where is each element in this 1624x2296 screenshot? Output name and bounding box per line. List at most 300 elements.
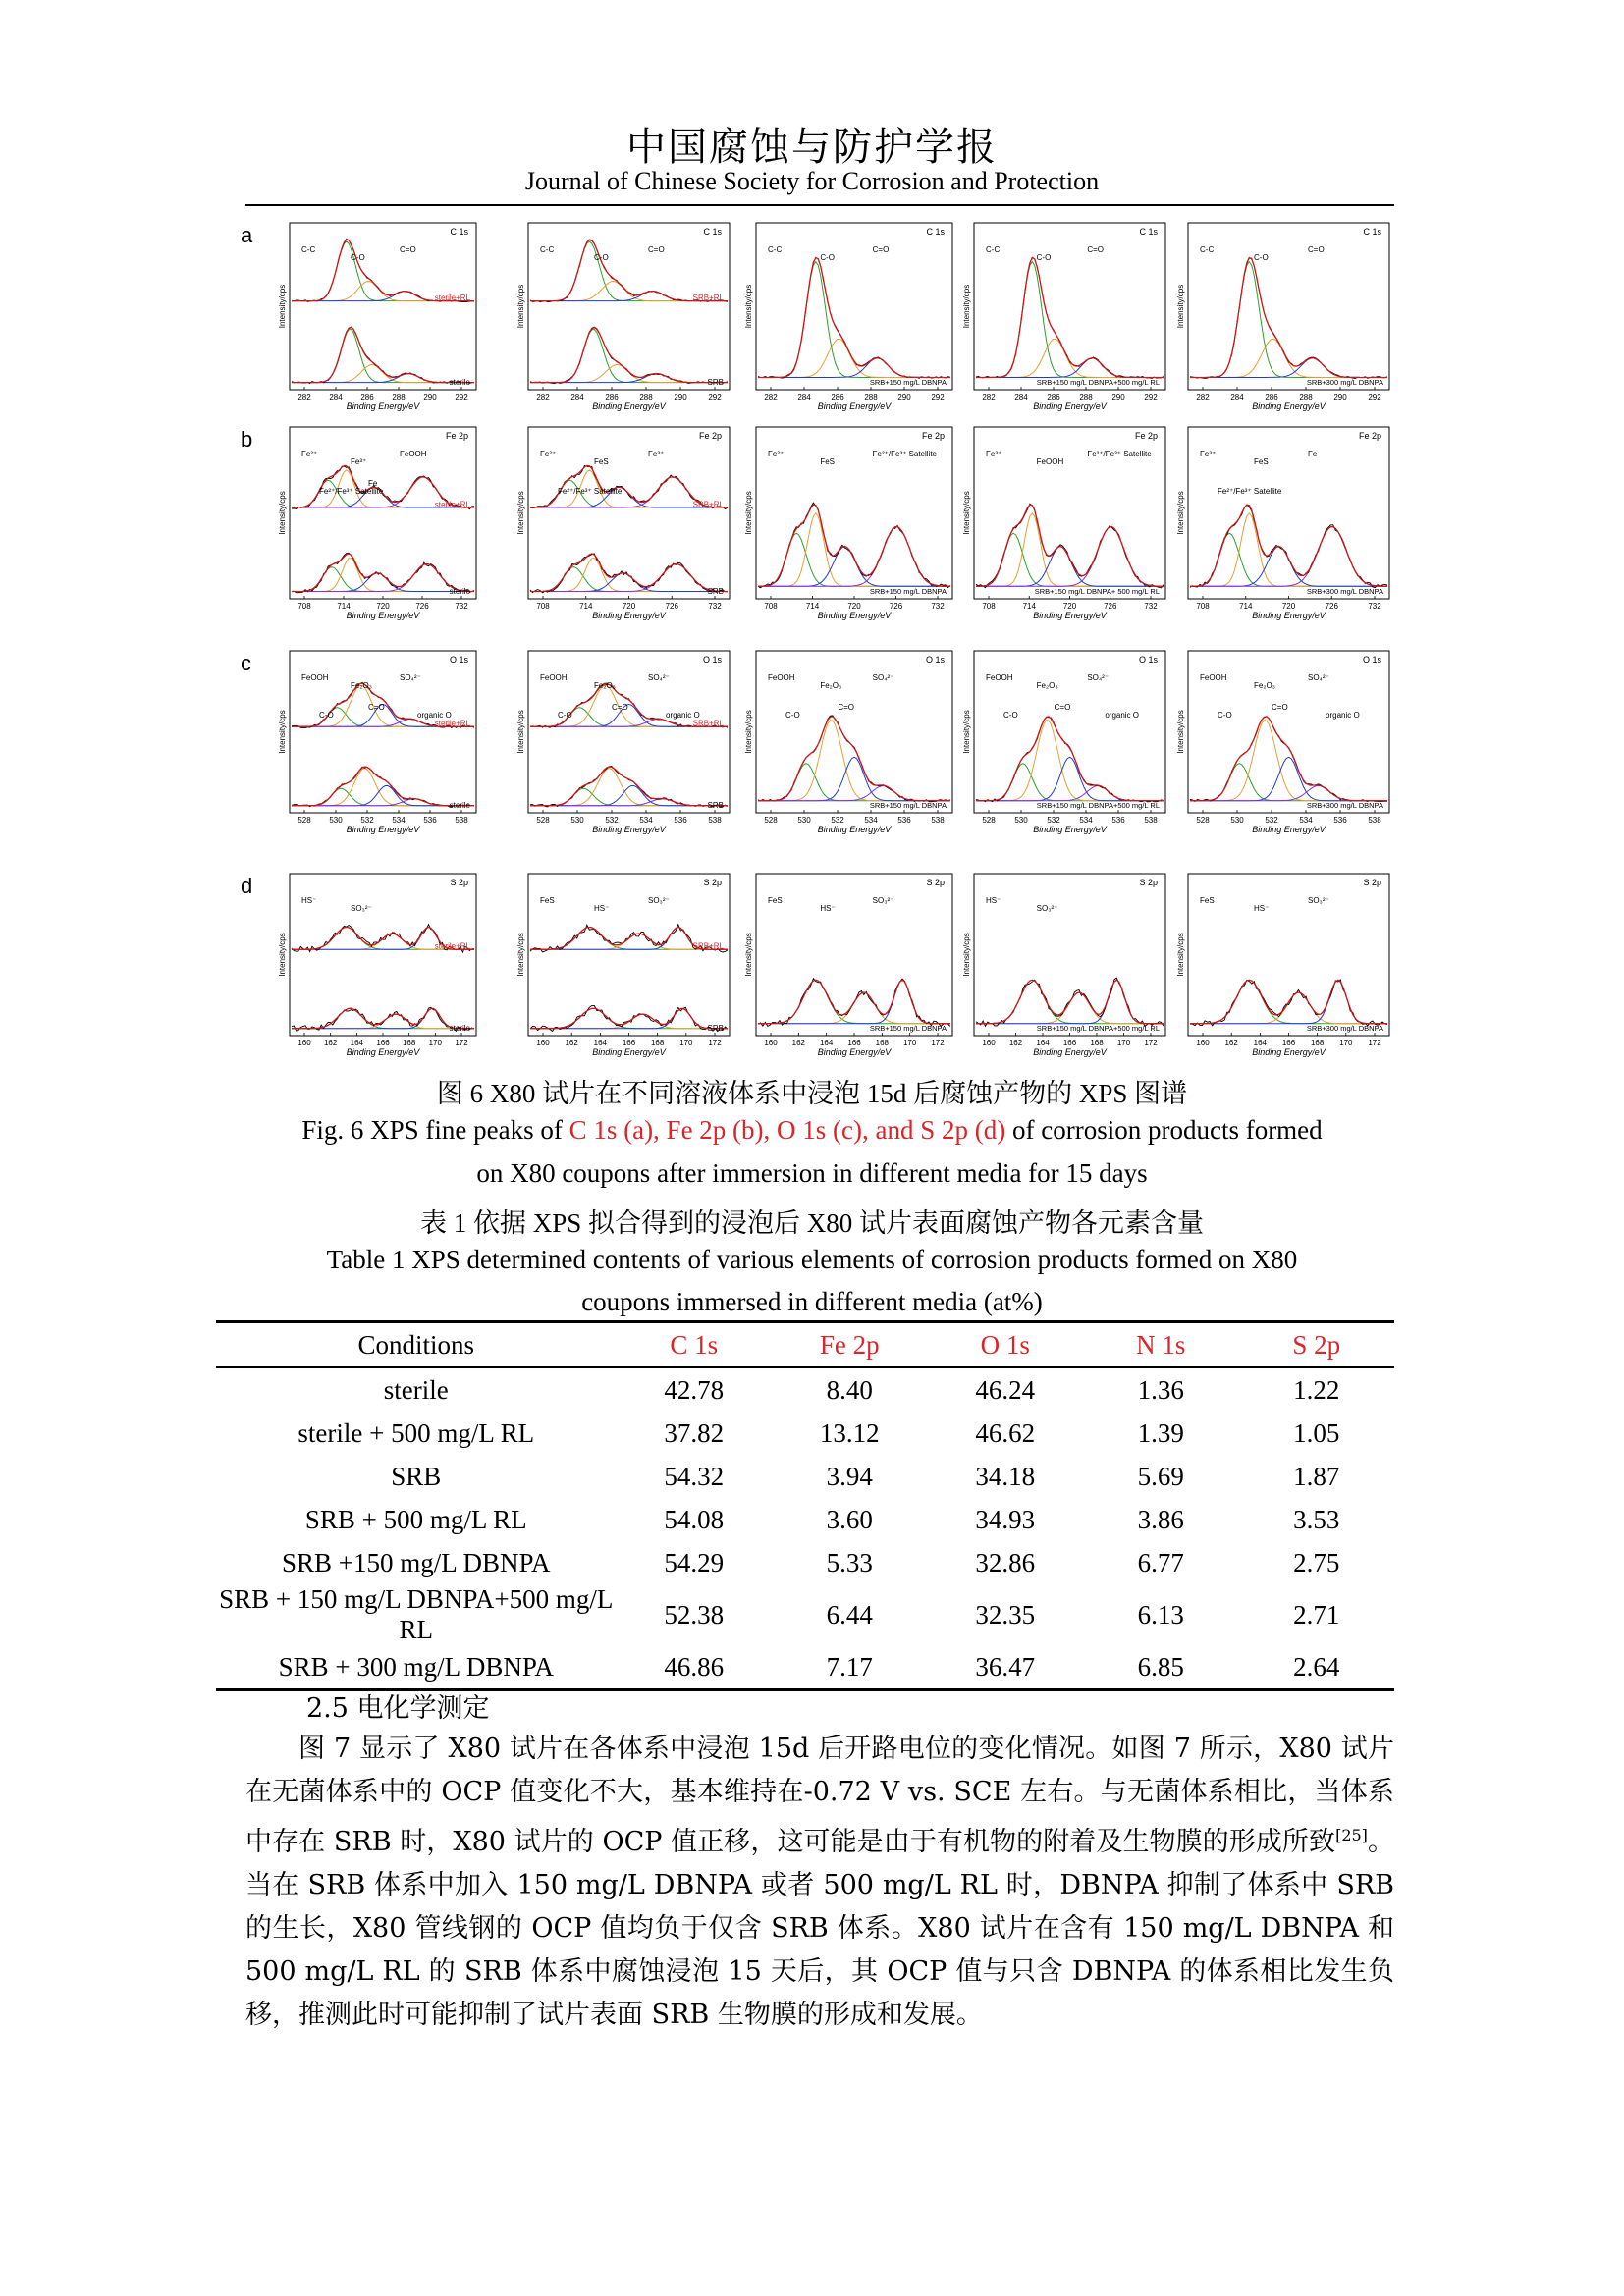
component-peak (292, 567, 474, 592)
fit-envelope (292, 767, 474, 806)
peak-label: C-C (301, 245, 316, 254)
peak-label: Fe³⁺ (648, 450, 665, 458)
x-tick-label: 528 (1196, 816, 1210, 825)
peak-label: FeS (768, 896, 783, 905)
raw-spectrum (530, 328, 728, 384)
x-tick-label: 538 (1368, 816, 1381, 825)
peak-label: FeOOH (540, 673, 568, 682)
peak-label: C=O (1308, 245, 1325, 254)
journal-title-cn: 中国腐蚀与防护学报 (626, 125, 998, 170)
x-tick-label: 532 (1047, 816, 1060, 825)
peak-label: Fe²⁺/Fe³⁺ Satellite (558, 487, 623, 496)
table-row (216, 1498, 1394, 1541)
fit-envelope (758, 717, 950, 801)
value-cell: 6.85 (1137, 1651, 1184, 1682)
element-label: O 1s (925, 655, 945, 665)
x-tick-label: 732 (931, 602, 945, 611)
x-tick-label: 726 (1104, 602, 1117, 611)
condition-label: sterile (449, 378, 470, 387)
peak-label: SO₃²⁻ (351, 904, 372, 913)
element-label: S 2p (450, 878, 468, 887)
x-tick-label: 708 (764, 602, 778, 611)
peak-label: SO₄²⁻ (400, 673, 421, 682)
x-tick-label: 536 (423, 816, 437, 825)
raw-spectrum (530, 554, 728, 593)
x-tick-label: 160 (982, 1039, 996, 1047)
value-cell: 1.22 (1293, 1374, 1340, 1405)
component-peak (292, 365, 474, 383)
x-tick-label: 726 (415, 602, 429, 611)
x-tick-label: 536 (1333, 816, 1347, 825)
element-label: Fe 2p (698, 431, 722, 441)
condition-cell: sterile (383, 1374, 449, 1405)
figure-caption-en-part2: of corrosion products formed (1005, 1115, 1323, 1145)
x-tick-label: 714 (579, 602, 593, 611)
value-cell: 52.38 (664, 1599, 725, 1629)
peak-label: SO₄²⁻ (1087, 673, 1110, 682)
condition-label: SRB+RL (692, 719, 724, 728)
table-header: S 2p (1292, 1329, 1341, 1360)
condition-label: SRB+300 mg/L DBNPA (1306, 587, 1383, 596)
x-tick-label: 170 (902, 1039, 917, 1047)
x-axis-label: Binding Energy/eV (1033, 825, 1107, 834)
y-axis-label: Intensity/cps (744, 933, 753, 977)
peak-label: Fe²⁺ (768, 450, 785, 458)
value-cell: 37.82 (664, 1417, 725, 1448)
peak-label: C=O (648, 245, 665, 254)
x-tick-label: 290 (423, 393, 437, 401)
value-cell: 54.29 (664, 1547, 725, 1577)
x-tick-label: 530 (797, 816, 811, 825)
y-axis-label: Intensity/cps (278, 491, 287, 535)
value-cell: 2.64 (1293, 1651, 1340, 1682)
value-cell: 3.60 (826, 1504, 873, 1534)
x-tick-label: 708 (536, 602, 550, 611)
component-peak (1190, 527, 1387, 587)
x-tick-label: 164 (1036, 1039, 1050, 1047)
element-label: Fe 2p (1134, 431, 1158, 441)
x-tick-label: 534 (1079, 816, 1093, 825)
component-peak (976, 721, 1164, 801)
fit-envelope (976, 505, 1164, 586)
peak-label: Fe²⁺/Fe³⁺ Satellite (872, 450, 938, 458)
component-peak (530, 567, 728, 592)
peak-label: FeS (1200, 896, 1215, 905)
x-axis-label: Binding Energy/eV (1252, 825, 1326, 834)
peak-label: FeS (540, 896, 555, 905)
element-label: S 2p (926, 878, 945, 887)
value-cell: 42.78 (664, 1374, 725, 1405)
condition-label: SRB+150 mg/L DBNPA+500 mg/L RL (1036, 378, 1160, 387)
peak-label: C-O (1254, 253, 1269, 262)
component-peak (976, 786, 1164, 801)
peak-label: organic O (1326, 711, 1360, 720)
fit-envelope (758, 980, 950, 1023)
x-tick-label: 168 (1310, 1039, 1325, 1047)
row-label: b (241, 427, 253, 452)
table-header-row (216, 1322, 1394, 1368)
x-tick-label: 164 (819, 1039, 834, 1047)
y-axis-label: Intensity/cps (278, 284, 287, 329)
x-tick-label: 530 (1230, 816, 1244, 825)
figure-caption-en-line2: on X80 coupons after immersion in different media for 15 days (476, 1158, 1148, 1188)
x-tick-label: 732 (1368, 602, 1381, 611)
x-tick-label: 292 (455, 393, 468, 401)
value-cell: 36.47 (975, 1651, 1036, 1682)
table-row (216, 1645, 1394, 1690)
x-tick-label: 534 (392, 816, 406, 825)
fit-envelope (1190, 258, 1387, 378)
component-peak (292, 374, 474, 383)
value-cell: 2.71 (1293, 1599, 1340, 1629)
x-tick-label: 532 (605, 816, 619, 825)
peak-label: SO₃²⁻ (648, 896, 670, 905)
component-peak (530, 785, 728, 805)
x-tick-label: 160 (536, 1039, 550, 1047)
panel-frame (756, 223, 952, 390)
y-axis-label: Intensity/cps (516, 491, 525, 535)
peak-label: HS⁻ (301, 896, 317, 905)
x-axis-label: Binding Energy/eV (346, 1047, 420, 1057)
y-axis-label: Intensity/cps (744, 710, 753, 754)
condition-label: sterile (449, 587, 470, 596)
value-cell: 1.87 (1293, 1461, 1340, 1491)
value-cell: 5.33 (826, 1547, 873, 1577)
row-label: c (241, 651, 251, 675)
peak-label: SO₃²⁻ (1308, 896, 1329, 905)
raw-spectrum (1190, 717, 1387, 802)
table-caption-en-line2: coupons immersed in different media (at%) (581, 1287, 1043, 1316)
table-header: N 1s (1136, 1329, 1186, 1360)
condition-cell: SRB +150 mg/L DBNPA (282, 1547, 551, 1577)
x-tick-label: 286 (1265, 393, 1278, 401)
element-label: S 2p (1363, 878, 1381, 887)
panel-frame (528, 427, 730, 599)
x-tick-label: 162 (1008, 1039, 1023, 1047)
x-tick-label: 286 (1047, 393, 1060, 401)
x-tick-label: 164 (593, 1039, 608, 1047)
value-cell: 7.17 (826, 1651, 873, 1682)
component-peak (758, 339, 950, 377)
raw-spectrum (530, 767, 728, 807)
panel-frame (1188, 223, 1389, 390)
element-label: O 1s (449, 655, 468, 665)
table-row (216, 1455, 1394, 1498)
condition-label: SRB+150 mg/L DBNPA+500 mg/L RL (1036, 801, 1160, 810)
x-tick-label: 162 (1224, 1039, 1238, 1047)
value-cell: 5.69 (1137, 1461, 1184, 1491)
x-tick-label: 528 (298, 816, 311, 825)
value-cell: 46.62 (975, 1417, 1036, 1448)
x-tick-label: 288 (392, 393, 406, 401)
x-tick-label: 292 (1144, 393, 1158, 401)
x-axis-label: Binding Energy/eV (1252, 1047, 1326, 1057)
peak-label: HS⁻ (594, 904, 610, 913)
condition-label: SRB+300 mg/L DBNPA (1306, 378, 1383, 387)
condition-label: sterile+RL (434, 294, 470, 302)
x-tick-label: 166 (1281, 1039, 1296, 1047)
y-axis-label: Intensity/cps (1176, 933, 1185, 977)
peak-label: SO₃²⁻ (872, 896, 894, 905)
x-tick-label: 538 (708, 816, 722, 825)
x-tick-label: 168 (875, 1039, 890, 1047)
x-tick-label: 528 (982, 816, 996, 825)
peak-label: Fe₂O₃ (1254, 681, 1275, 690)
condition-label: SRB+150 mg/L DBNPA+500 mg/L RL (1036, 1024, 1160, 1033)
x-tick-label: 166 (622, 1039, 636, 1047)
x-tick-label: 172 (1368, 1039, 1381, 1047)
peak-label: FeOOH (986, 673, 1013, 682)
y-axis-label: Intensity/cps (516, 284, 525, 329)
element-label: C 1s (450, 227, 468, 237)
x-tick-label: 282 (298, 393, 311, 401)
table-row (216, 1541, 1394, 1584)
table-header: C 1s (670, 1329, 719, 1360)
x-axis-label: Binding Energy/eV (1252, 611, 1326, 620)
figure-caption-en-part1: Fig. 6 XPS fine peaks of (301, 1115, 569, 1145)
x-axis-label: Binding Energy/eV (1252, 401, 1326, 411)
x-tick-label: 732 (708, 602, 722, 611)
x-axis-label: Binding Energy/eV (346, 825, 420, 834)
peak-label: C=O (1087, 245, 1105, 254)
x-axis-label: Binding Energy/eV (592, 825, 666, 834)
element-label: C 1s (926, 227, 945, 237)
x-tick-label: 534 (1299, 816, 1313, 825)
panel-frame (974, 223, 1165, 390)
component-peak (758, 786, 950, 801)
y-axis-label: Intensity/cps (1176, 491, 1185, 535)
component-peak (530, 365, 728, 383)
x-tick-label: 708 (1196, 602, 1210, 611)
x-tick-label: 172 (708, 1039, 722, 1047)
figure-caption-en (0, 1115, 1624, 1146)
x-tick-label: 714 (1239, 602, 1253, 611)
panel-frame (756, 874, 952, 1036)
condition-label: SRB+150 mg/L DBNPA+ 500 mg/L RL (1034, 587, 1160, 596)
peak-label: Fe²⁺ (301, 450, 318, 458)
x-tick-label: 530 (1014, 816, 1028, 825)
x-tick-label: 538 (1144, 816, 1158, 825)
component-peak (976, 527, 1164, 587)
table-row (216, 1584, 1394, 1645)
value-cell: 3.53 (1293, 1504, 1340, 1534)
peak-label: C-C (1200, 245, 1215, 254)
x-axis-label: Binding Energy/eV (817, 1047, 892, 1057)
peak-label: C=O (1054, 703, 1071, 712)
x-tick-label: 168 (1090, 1039, 1104, 1047)
x-tick-label: 292 (708, 393, 722, 401)
fit-envelope (1190, 717, 1387, 801)
table-header: O 1s (980, 1329, 1030, 1360)
peak-label: FeS (1254, 457, 1269, 466)
component-peak (758, 721, 950, 801)
element-label: S 2p (1139, 878, 1158, 887)
peak-label: organic O (666, 711, 700, 720)
peak-label: C-C (768, 245, 783, 254)
fit-envelope (530, 767, 728, 806)
x-tick-label: 168 (402, 1039, 416, 1047)
condition-label: SRB+RL (692, 500, 724, 509)
x-tick-label: 720 (1062, 602, 1077, 611)
fit-envelope (530, 1008, 728, 1028)
condition-label: SRB+RL (692, 941, 724, 951)
peak-label: Fe²⁺/Fe³⁺ Satellite (319, 487, 384, 496)
condition-cell: SRB + 300 mg/L DBNPA (278, 1651, 554, 1682)
peak-label: FeOOH (768, 673, 795, 682)
component-peak (976, 757, 1164, 800)
peak-label: C-O (558, 711, 572, 720)
header-divider (245, 204, 1394, 206)
x-tick-label: 288 (1299, 393, 1313, 401)
row-label: d (241, 874, 253, 898)
x-tick-label: 288 (1079, 393, 1093, 401)
x-tick-label: 284 (797, 393, 811, 401)
raw-spectrum (976, 718, 1164, 802)
x-tick-label: 720 (376, 602, 390, 611)
value-cell: 32.86 (975, 1547, 1036, 1577)
fit-envelope (530, 240, 728, 301)
x-tick-label: 538 (455, 816, 468, 825)
table-header: Fe 2p (819, 1329, 880, 1360)
peak-label: Fe²⁺/Fe³⁺ Satellite (1087, 450, 1152, 458)
peak-label: Fe³⁺ (1200, 450, 1217, 458)
element-label: S 2p (703, 878, 722, 887)
x-tick-label: 288 (639, 393, 653, 401)
peak-label: Fe₂O₃ (594, 681, 616, 690)
fit-envelope (1190, 980, 1387, 1023)
peak-label: SO₃²⁻ (1036, 904, 1058, 913)
x-axis-label: Binding Energy/eV (346, 611, 420, 620)
x-tick-label: 166 (1062, 1039, 1077, 1047)
peak-label: C-O (594, 253, 609, 262)
component-peak (292, 330, 474, 383)
peak-label: Fe₂O₃ (1036, 681, 1058, 690)
x-tick-label: 536 (1111, 816, 1125, 825)
x-tick-label: 162 (565, 1039, 578, 1047)
y-axis-label: Intensity/cps (962, 491, 971, 535)
x-tick-label: 292 (1368, 393, 1381, 401)
peak-label: Fe (368, 479, 378, 488)
x-tick-label: 534 (639, 816, 653, 825)
condition-label: SRB (707, 587, 724, 596)
panel-frame (528, 874, 730, 1036)
x-tick-label: 538 (931, 816, 945, 825)
y-axis-label: Intensity/cps (744, 491, 753, 535)
table-row (216, 1412, 1394, 1455)
element-label: O 1s (1138, 655, 1158, 665)
panel-frame (1188, 874, 1389, 1036)
x-tick-label: 290 (1333, 393, 1347, 401)
peak-label: FeOOH (1036, 457, 1064, 466)
peak-label: organic O (1105, 711, 1140, 720)
value-cell: 6.77 (1137, 1547, 1184, 1577)
x-tick-label: 284 (1230, 393, 1244, 401)
component-peak (976, 339, 1164, 377)
table-caption-en: Table 1 XPS determined contents of various elements of corrosion products formed on X80 (326, 1245, 1298, 1274)
section-heading: 2.5 电化学测定 (306, 1693, 490, 1724)
component-peak (1190, 339, 1387, 377)
condition-label: SRB+RL (692, 294, 724, 302)
component-peak (1190, 786, 1387, 801)
x-tick-label: 714 (337, 602, 351, 611)
component-peak (758, 757, 950, 800)
condition-label: sterile (449, 801, 470, 810)
x-axis-label: Binding Energy/eV (346, 401, 420, 411)
x-tick-label: 164 (350, 1039, 364, 1047)
x-tick-label: 288 (864, 393, 878, 401)
peak-label: C-C (540, 245, 555, 254)
fit-envelope (758, 258, 950, 378)
condition-label: SRB+300 mg/L DBNPA (1306, 1024, 1383, 1033)
peak-label: FeOOH (1200, 673, 1227, 682)
peak-label: Fe³⁺ (351, 457, 367, 466)
x-tick-label: 732 (1144, 602, 1158, 611)
component-peak (1190, 757, 1387, 800)
x-tick-label: 536 (674, 816, 687, 825)
x-tick-label: 290 (1111, 393, 1125, 401)
component-peak (758, 992, 950, 1024)
peak-label: C-C (986, 245, 1001, 254)
x-tick-label: 532 (360, 816, 374, 825)
x-tick-label: 532 (831, 816, 844, 825)
x-tick-label: 162 (791, 1039, 806, 1047)
peak-label: organic O (417, 711, 452, 720)
element-label: O 1s (1362, 655, 1381, 665)
x-tick-label: 720 (622, 602, 636, 611)
element-label: Fe 2p (921, 431, 945, 441)
fit-envelope (292, 554, 474, 592)
peak-label: C-O (1003, 711, 1018, 720)
x-tick-label: 160 (764, 1039, 778, 1047)
fit-envelope (976, 980, 1164, 1023)
component-peak (530, 330, 728, 383)
x-tick-label: 726 (665, 602, 678, 611)
condition-label: sterile+RL (434, 500, 470, 509)
fit-envelope (976, 258, 1164, 378)
x-tick-label: 536 (897, 816, 911, 825)
x-tick-label: 708 (298, 602, 311, 611)
element-label: Fe 2p (1358, 431, 1381, 441)
x-axis-label: Binding Energy/eV (1033, 401, 1107, 411)
fit-envelope (976, 717, 1164, 801)
x-tick-label: 172 (931, 1039, 945, 1047)
panel-frame (1188, 427, 1389, 599)
peak-label: C-O (785, 711, 800, 720)
x-tick-label: 170 (1339, 1039, 1353, 1047)
paragraph-text: 。当在 SRB 体系中加入 150 mg/L DBNPA 或者 500 mg/L RL 时，DBNPA 抑制了体系中 SRB 的生长，X80 管线钢的 OCP 值均负于仅含 SRB 体系。X80 试片在含有 150 mg/L DBNPA 和 500 mg/L RL 的 SRB 体系中腐蚀浸泡 15 天后，其 OCP 值与只含 DBNPA 的体系相比发生负移，推测此时可能抑制了试片表面 SRB 生物膜的形成和发展。 (245, 1827, 1394, 2030)
raw-spectrum (758, 716, 950, 802)
x-tick-label: 714 (1022, 602, 1036, 611)
x-tick-label: 726 (1325, 602, 1338, 611)
x-axis-label: Binding Energy/eV (1033, 611, 1107, 620)
x-tick-label: 284 (570, 393, 584, 401)
fit-envelope (530, 327, 728, 382)
component-peak (530, 564, 728, 592)
x-tick-label: 170 (428, 1039, 443, 1047)
x-tick-label: 528 (764, 816, 778, 825)
x-axis-label: Binding Energy/eV (817, 825, 892, 834)
peak-label: FeS (820, 457, 836, 466)
x-tick-label: 166 (847, 1039, 861, 1047)
x-tick-label: 530 (329, 816, 343, 825)
y-axis-label: Intensity/cps (516, 710, 525, 754)
x-tick-label: 282 (982, 393, 996, 401)
peak-label: HS⁻ (1254, 904, 1270, 913)
raw-spectrum (292, 553, 474, 593)
x-tick-label: 534 (864, 816, 878, 825)
y-axis-label: Intensity/cps (744, 284, 753, 329)
row-label: a (241, 223, 253, 247)
